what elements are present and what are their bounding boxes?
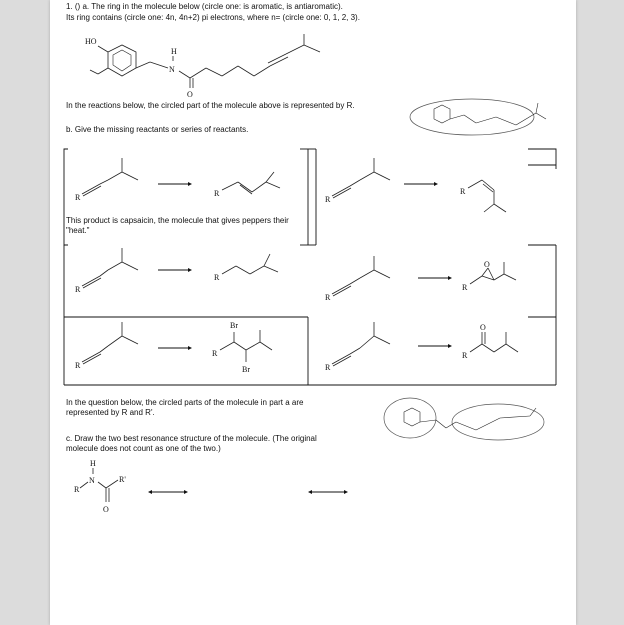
- r-label-2b: R: [214, 273, 220, 282]
- reaction-2-right: [318, 248, 558, 308]
- amide-o-label: O: [103, 505, 109, 514]
- r-label-1b: R: [214, 189, 220, 198]
- capsaicin-note: This product is capsaicin, the molecule that gives peppers their "heat.": [66, 216, 289, 235]
- rprime-intro-line2: represented by R and R'.: [66, 408, 155, 417]
- ketone-o-label: O: [480, 323, 486, 332]
- amide-fragment: [66, 456, 326, 526]
- q1a-line1: 1. () a. The ring in the molecule below (circle one: is aromatic, is antiaromatic).: [66, 2, 343, 11]
- q1c-prompt-line2: molecule does not count as one of the two.): [66, 444, 221, 453]
- r-label-3b: R: [212, 349, 218, 358]
- q1a-line2: Its ring contains (circle one: 4n, 4n+2) pi electrons, where n= (circle one: 0, 1, 2, 3).: [66, 13, 360, 22]
- amide-n-label: N: [89, 476, 95, 485]
- reaction-1-right: [318, 150, 558, 240]
- reactions-intro: In the reactions below, the circled part of the molecule above is represented by R.: [66, 101, 355, 110]
- circled-molecule-r: [406, 95, 556, 145]
- epoxide-o-label: O: [484, 260, 490, 269]
- q1c-prompt-line1: c. Draw the two best resonance structure of the molecule. (The original: [66, 434, 317, 443]
- r-label-3c: R: [325, 363, 331, 372]
- atom-label-h: H: [171, 47, 177, 56]
- r-label-2c: R: [325, 293, 331, 302]
- worksheet-page: [50, 0, 576, 625]
- atom-label-n: N: [169, 65, 175, 74]
- amide-r-label: R: [74, 485, 80, 494]
- amide-rprime-label: R': [119, 475, 126, 484]
- q1b-prompt: b. Give the missing reactants or series of reactants.: [66, 125, 249, 134]
- reaction-3-right: [318, 312, 558, 382]
- r-label-2d: R: [462, 283, 468, 292]
- r-label-3a: R: [75, 361, 81, 370]
- br-label-bottom: Br: [242, 365, 250, 374]
- r-label-1a: R: [75, 193, 81, 202]
- atom-label-ho: HO: [85, 37, 97, 46]
- reaction-3-left: [66, 312, 306, 382]
- rprime-intro-line1: In the question below, the circled parts of the molecule in part a are: [66, 398, 304, 407]
- r-label-1c: R: [325, 195, 331, 204]
- r-label-2a: R: [75, 285, 81, 294]
- main-molecule: [78, 30, 318, 105]
- atom-label-o: O: [187, 90, 193, 99]
- br-label-top: Br: [230, 321, 238, 330]
- r-label-1d: R: [460, 187, 466, 196]
- reaction-1-left: [66, 150, 306, 210]
- circled-molecule-rprime: [380, 396, 550, 456]
- r-label-3d: R: [462, 351, 468, 360]
- reaction-2-left: [66, 240, 306, 300]
- amide-h-label: H: [90, 459, 96, 468]
